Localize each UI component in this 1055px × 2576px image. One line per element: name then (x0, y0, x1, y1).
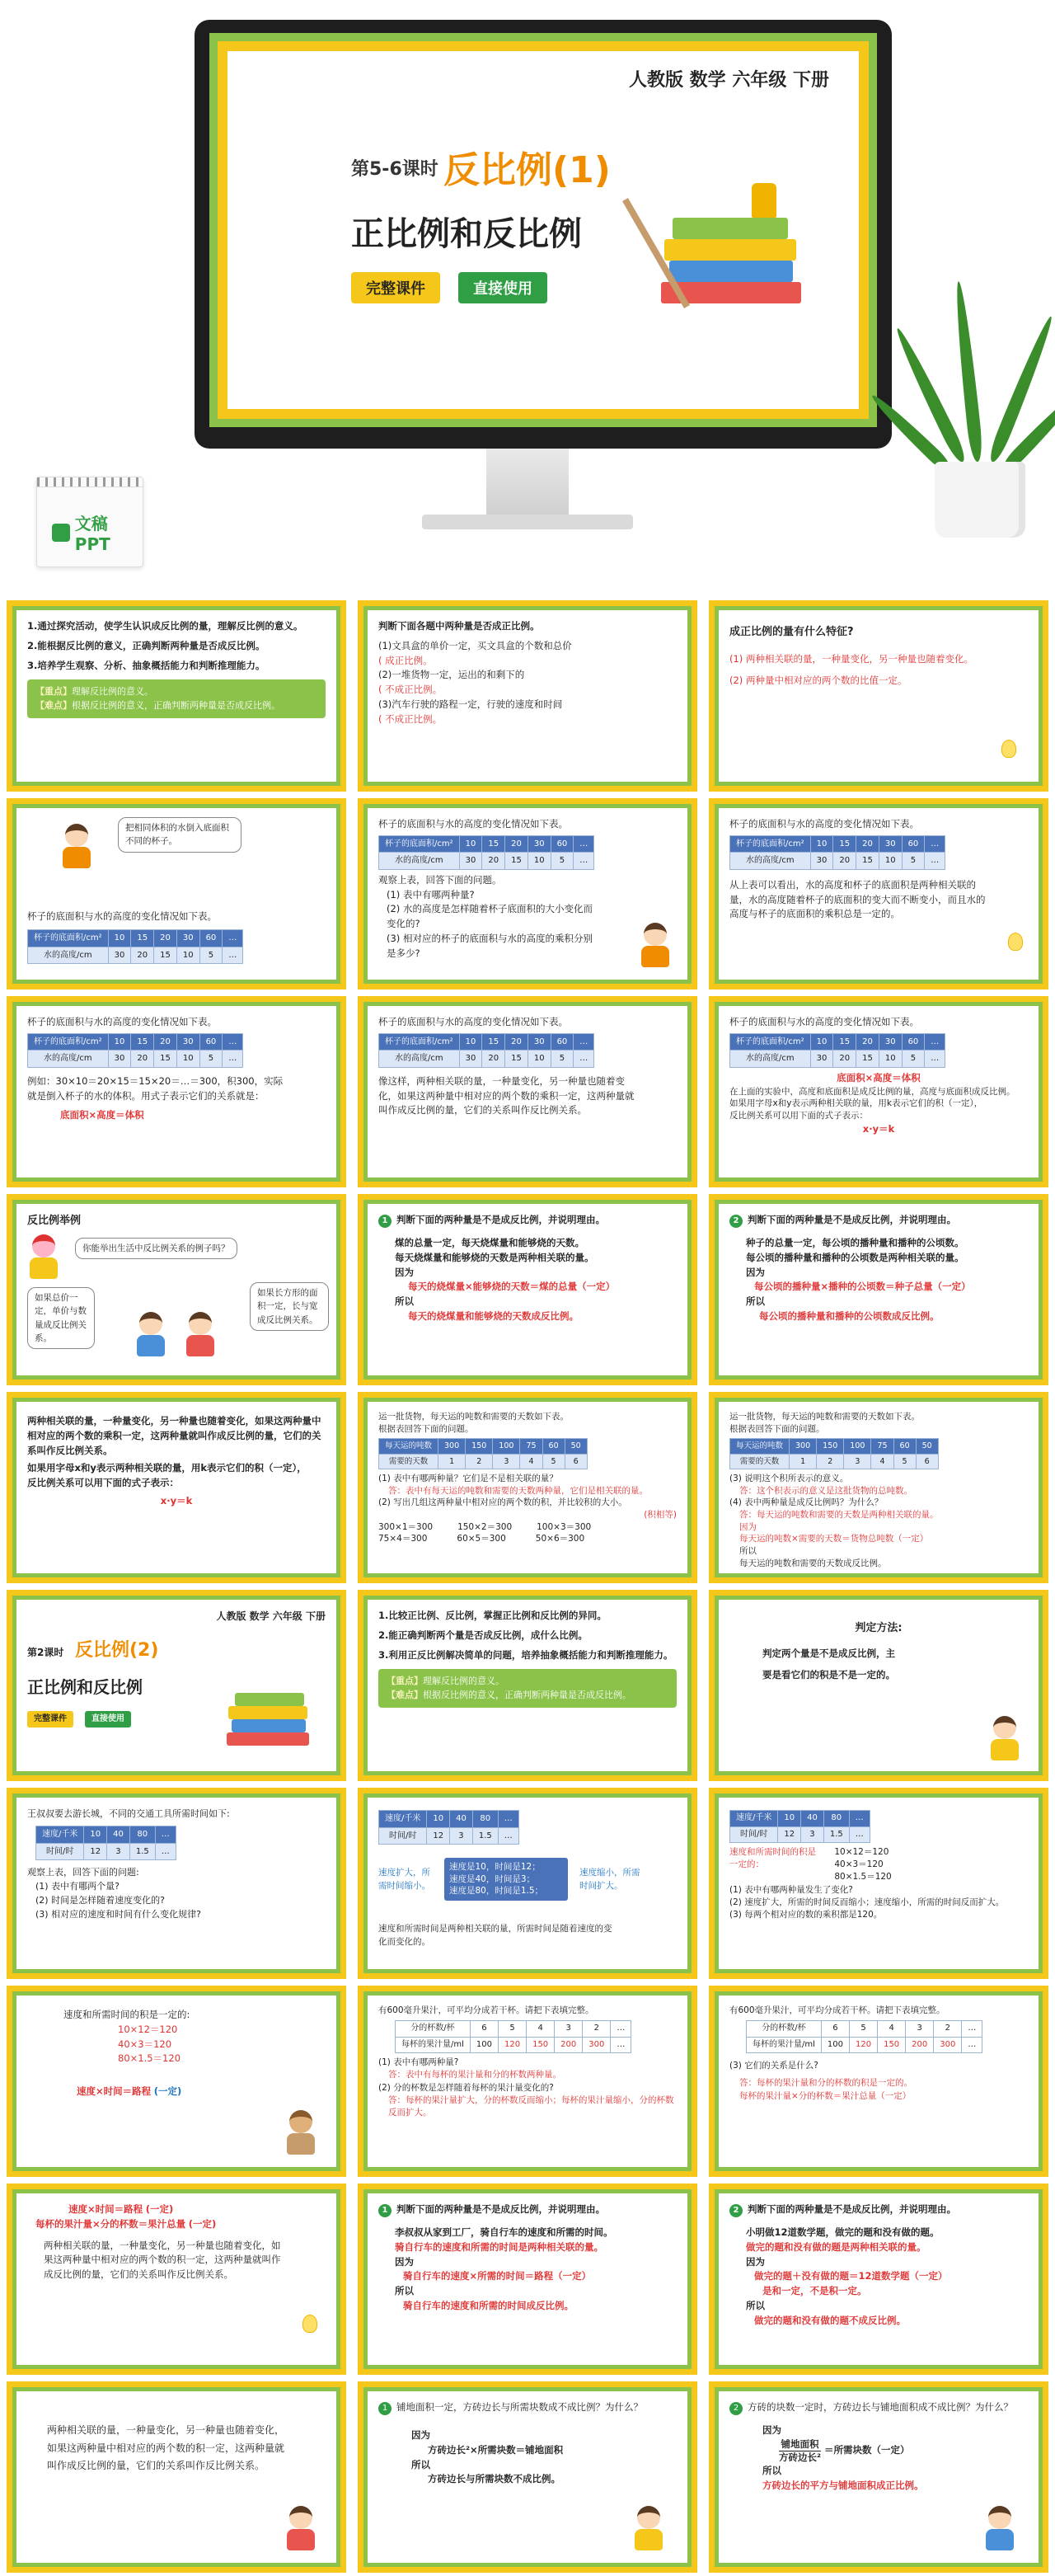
answer-line: 方砖边长与所需块数不成比例。 (428, 2473, 560, 2485)
table-row: 水的高度/cm 30 20 15 10 5 … (730, 1051, 945, 1068)
pair-line: 速度是40，时间是3； (449, 1873, 536, 1884)
complete-courseware-button[interactable]: 完整课件 (351, 272, 440, 303)
table-row: 需要的天数 1 2 3 4 5 6 (379, 1454, 588, 1469)
slide-speed-table[interactable] (7, 1788, 346, 1979)
answer-line: ( 不成正比例。 (378, 684, 443, 696)
slide-review-judge[interactable] (358, 600, 697, 792)
pair-line: 速度是80，时间是1.5； (449, 1886, 544, 1897)
formula-row (27, 2202, 326, 2217)
question-line: (2) 时间是怎样随着速度变化的? (35, 1895, 165, 1906)
definition-text: 两种相关联的量，一种量变化，另一种量也随着变化，如果这两种量中相对应的两个数的积一定，这两种量就叫作成反比例的量，它们的关系叫作反比例关系。 (47, 2424, 285, 2472)
formula: x·y＝k (160, 1495, 193, 1507)
product-line: 40×3＝120 (118, 2038, 172, 2050)
explanation-text: 反比例关系可以用下面的式子表示： (27, 1477, 179, 1489)
formula: 每杯的果汁量×分的杯数＝果汁总量（一定） (739, 2090, 912, 2101)
slide-speed-formula[interactable] (7, 1986, 346, 2177)
student-icon (632, 2506, 665, 2552)
question-line: (4) 表中两种量是成反比例吗？为什么？ (729, 1497, 884, 1508)
juice-table (746, 2020, 982, 2053)
table-row: 每杯的果汁量/ml 100 120 150 200 300 … (747, 2037, 982, 2053)
slide-title (378, 2202, 677, 2217)
answer-line: 每天的烧煤量和能够烧的天数成反比例。 (408, 1310, 579, 1323)
table-row: 每天运的吨数 300 150 100 75 60 50 (379, 1439, 588, 1454)
answer-line: 答：每杯的果汁量和分的杯数的积是一定的。 (739, 2078, 912, 2089)
slide-title: 反比例举例 (27, 1215, 82, 1227)
answer-line: 答：每杯的果汁量扩大，分的杯数反而缩小；每杯的果汁量缩小，分的杯数反而扩大。 (388, 2094, 674, 2118)
question-line: (2) 写出几组这两种量中相对应的两个数的积，并比较积的大小。 (378, 1497, 627, 1508)
slide-tile-count[interactable] (709, 2381, 1048, 2573)
student-icon (134, 1312, 167, 1358)
table-row: 时间/时 12 3 1.5 … (379, 1827, 519, 1845)
slide-title-text: 判断下面的两种量是不是成反比例，并说明理由。 (396, 2203, 605, 2215)
brand-name: 文稿PPT (74, 514, 110, 554)
slide-title: 有600毫升果汁，可平均分成若干杯。请把下表填完整。 (729, 2005, 945, 2015)
slide-freight-1[interactable] (358, 1392, 697, 1583)
observation-text: 从上表可以看出，水的高度和杯子的底面积是两种相关联的量，水的高度随着杯子的底面积的变大而不断变小，而且水的高度与杯子的底面积的乘积总是一定的。 (729, 878, 986, 920)
difficulty-label: 【难点】 (387, 1690, 423, 1701)
conclusion-label: 所以 (411, 2458, 430, 2470)
question-intro: 观察上表，回答下面的问题: (27, 1867, 139, 1878)
constant-note: (一定) (153, 2085, 182, 2098)
product-list (823, 1846, 891, 1884)
question-number-icon: 1 (378, 1215, 392, 1228)
brand-logo-icon (52, 524, 70, 542)
slide-title (378, 2400, 677, 2415)
product-line: 80×1.5＝120 (834, 1872, 892, 1883)
slide-cup-questions[interactable] (358, 798, 697, 990)
slide-summary-definition[interactable] (7, 1392, 346, 1583)
answer-line: (1) 表中有哪两种量发生了变化? (729, 1884, 853, 1895)
reason-label: 因为 (762, 2424, 781, 2436)
slide-examples[interactable] (7, 1194, 346, 1385)
question-line: (3) 相对应的速度和时间有什么变化规律? (35, 1909, 201, 1920)
key-points-box (378, 1669, 677, 1707)
objective-line: 3.利用正反比例解决简单的问题，培养抽象概括能力和判断推理能力。 (378, 1648, 673, 1661)
speed-table (729, 1810, 870, 1843)
speech-bubble: 把相同体积的水倒入底面积不同的杯子。 (118, 817, 241, 853)
question-number-icon: 2 (729, 2402, 743, 2415)
table-row: 需要的天数 1 2 3 4 5 6 (730, 1454, 939, 1469)
conclusion-label: 所以 (739, 1546, 757, 1557)
slide-features[interactable] (709, 600, 1048, 792)
slide-juice-1[interactable] (358, 1986, 697, 2177)
slide-title: 运一批货物，每天运的吨数和需要的天数如下表。 (378, 1412, 569, 1422)
slide-title-text: 铺地面积一定，方砖边长与所需块数成不成比例？为什么？ (396, 2401, 643, 2413)
question-line: 煤的总量一定，每天烧煤量和能够烧的天数。 (395, 1237, 584, 1248)
table-row: 时间/时 12 3 1.5 … (730, 1826, 870, 1843)
books-illustration (653, 183, 809, 315)
definition-text: 两种相关联的量，一种量变化，另一种量也随着变化，如果这两种量中相对应的两个数的乘积一定，这两种量就叫作成反比例的量，它们的关系叫作反比例关系。 (27, 1415, 321, 1456)
slide-title: 有600毫升果汁，可平均分成若干杯。请把下表填完整。 (378, 2005, 594, 2015)
formula-row (27, 2217, 326, 2232)
slide-tile-area[interactable] (358, 2381, 697, 2573)
cover-subtitle: 正比例和反比例 (351, 215, 582, 253)
complete-courseware-button[interactable]: 完整课件 (27, 1711, 73, 1728)
formula: 每杯的果汁量×分的杯数＝果汁总量 (35, 2217, 186, 2230)
slide-cup-product[interactable] (7, 996, 346, 1187)
plant-pot (935, 462, 1025, 538)
answer-line: 答：每天运的吨数和需要的天数是两种相关联的量。 (739, 1510, 939, 1521)
slide-title (729, 1213, 1028, 1228)
question-line: 每天烧煤量和能够烧的天数是两种相关联的量。 (395, 1251, 594, 1263)
reason-label: 因为 (746, 1266, 765, 1278)
difficulty-text: 根据反比例的意义，正确判断两种量是否成反比例。 (72, 700, 280, 712)
freight-table (729, 1438, 939, 1469)
speech-bubble: 如果长方形的面积一定，长与宽成反比例关系。 (250, 1282, 329, 1331)
table-row: 速度/千米 10 40 80 … (730, 1811, 870, 1827)
student-icon (184, 1312, 217, 1358)
example-text: 例如：30×10＝20×15＝15×20＝…＝300，积300，实际就是倒入杯子的水的体积。用式子表示它们的关系就是： (27, 1074, 284, 1102)
feature-point: (2) 两种量中相对应的两个数的比值一定。 (729, 674, 907, 686)
slide-title-text: 方砖的块数一定时，方砖边长与铺地面积成不成比例？为什么？ (748, 2401, 1013, 2413)
cup-table (378, 1033, 594, 1068)
answer-line: 骑自行车的速度和所需的时间成反比例。 (403, 2300, 574, 2312)
question-number-icon: 1 (378, 2402, 392, 2415)
note-line: 是和一定，不是积一定。 (762, 2285, 867, 2297)
slide-judge-coal[interactable] (358, 1194, 697, 1385)
fraction-formula (729, 2438, 1028, 2464)
slide-title (378, 1213, 677, 1228)
table-row: 杯子的底面积/cm² 10 15 20 30 60 … (379, 835, 594, 853)
lightbulb-icon (302, 2315, 317, 2333)
question-line: (3) 相对应的杯子的底面积与水的高度的乘积分别是多少? (387, 933, 593, 959)
publisher-label: 人教版 数学 六年级 下册 (216, 1610, 326, 1622)
cover-title: 反比例(2) (75, 1640, 159, 1661)
table-row: 水的高度/cm 30 20 15 10 5 … (379, 853, 594, 870)
difficulty-label: 【难点】 (35, 700, 72, 712)
student-icon (284, 2506, 317, 2552)
answer-line: ( 成正比例。 (378, 654, 433, 666)
slide-judge-bike[interactable] (358, 2183, 697, 2375)
slide-definition[interactable] (358, 996, 697, 1187)
conclusion-text: 速度和所需时间是两种相关联的量，所需时间是随着速度的变化而变化的。 (378, 1924, 612, 1948)
monitor-stand (486, 449, 569, 518)
books-illustration (227, 1658, 317, 1757)
table-row: 水的高度/cm 30 20 15 10 5 … (28, 1051, 243, 1068)
product-row: 300×1＝300 150×2＝300 100×3＝300 (378, 1521, 592, 1532)
explanation-text: 如果用字母x和y表示两种相关联的量，用k表示它们的积（一定）， (27, 1462, 307, 1474)
question-line: (3) 它们的关系是什么? (729, 2061, 818, 2071)
cup-table (27, 929, 243, 964)
monitor (195, 20, 892, 449)
table-row: 速度/千米 10 40 80 … (379, 1811, 519, 1828)
student-icon (983, 2506, 1016, 2552)
key-label: 【重点】 (35, 686, 72, 698)
cover-slide[interactable] (218, 41, 869, 419)
answer-line: (3) 每两个相对应的数的乘积都是120。 (729, 1910, 883, 1920)
slide-juice-2[interactable] (709, 1986, 1048, 2177)
speed-table (378, 1810, 519, 1845)
slide-freight-2[interactable] (709, 1392, 1048, 1583)
reason-label: 因为 (746, 2255, 765, 2268)
reason-label: 因为 (395, 1266, 414, 1278)
slide-subtitle: 根据表回答下面的问题。 (378, 1423, 474, 1434)
deer-icon (284, 2110, 317, 2156)
hero-section (0, 0, 1055, 594)
key-text: 理解反比例的意义。 (72, 686, 153, 698)
feature-point: (1) 两种相关联的量，一种量变化，另一种量也随着变化。 (729, 653, 973, 665)
table-row: 时间/时 12 3 1.5 … (36, 1843, 176, 1860)
formula: 每天运的吨数×需要的天数＝货物总吨数（一定） (739, 1534, 929, 1544)
answer-line: 每公顷的播种量和播种的公顷数成反比例。 (759, 1310, 940, 1323)
explanation-text: 反比例关系可以用下面的式子表示： (729, 1111, 868, 1121)
table-row: 分的杯数/杯 6 5 4 3 2 … (747, 2021, 982, 2038)
question-line: 种子的总量一定，每公顷的播种量和播种的公顷数。 (746, 1237, 964, 1248)
slide-formula[interactable] (709, 996, 1048, 1187)
key-text: 理解反比例的意义。 (423, 1676, 504, 1687)
lesson-label: 第5-6课时 (351, 159, 438, 180)
explanation-text: 如果用字母x和y表示两种相关联的量，用k表示它们的积（一定）， (729, 1098, 983, 1109)
slide-subtitle: 根据表回答下面的问题。 (729, 1423, 825, 1434)
answer-line: 骑自行车的速度和所需的时间是两种相关联的量。 (395, 2240, 603, 2253)
pair-line: 速度是10，时间是12； (449, 1862, 541, 1872)
formula: x·y＝k (862, 1122, 895, 1135)
student-icon (988, 1716, 1021, 1762)
table-caption: 杯子的底面积与水的高度的变化情况如下表。 (729, 1016, 919, 1027)
slide-title-text: 判断下面的两种量是不是成反比例，并说明理由。 (748, 1214, 956, 1225)
conclusion-label: 所以 (395, 1295, 414, 1308)
slide-speed-change[interactable] (358, 1788, 697, 1979)
objective-line: 2.能正确判断两个量是否成反比例，成什么比例。 (378, 1629, 588, 1641)
formula: 骑自行车的速度×所需的时间＝路程（一定） (403, 2270, 592, 2282)
constant-note: (一定) (188, 2217, 217, 2230)
table-caption: 杯子的底面积与水的高度的变化情况如下表。 (378, 1016, 568, 1027)
table-caption: 杯子的底面积与水的高度的变化情况如下表。 (378, 818, 568, 830)
formula-rest: ＝所需块数（一定） (824, 2444, 910, 2456)
question-line: (2) 水的高度是怎样随着杯子底面积的大小变化而变化的? (387, 903, 593, 930)
conclusion-label: 所以 (746, 2300, 765, 2312)
table-row: 速度/千米 10 40 80 … (36, 1826, 176, 1844)
table-row: 杯子的底面积/cm² 10 15 20 30 60 … (379, 1033, 594, 1051)
direct-use-button[interactable]: 直接使用 (85, 1711, 131, 1728)
student-icon (639, 923, 672, 969)
slide-cup-observation[interactable] (709, 798, 1048, 990)
slide-title: 速度和所需时间的积是一定的: (63, 2009, 190, 2020)
product-row: 75×4＝300 60×5＝300 50×6＝300 (378, 1534, 585, 1544)
lightbulb-icon (1001, 740, 1016, 758)
cover-title: 反比例(1) (443, 149, 611, 191)
explanation-text: 在上面的实验中，高度和底面积是成反比例的量，高度与底面积成反比例。 (729, 1086, 1015, 1097)
formula: 底面积×高度＝体积 (60, 1109, 144, 1121)
reason-label: 因为 (395, 2255, 414, 2268)
slide-method[interactable] (709, 1590, 1048, 1781)
denominator: 方砖边长² (779, 2451, 822, 2463)
objective-line: 1.比较正比例、反比例，掌握正比例和反比例的异同。 (378, 1610, 607, 1621)
lightbulb-icon (1008, 933, 1023, 951)
constant-note: (一定) (145, 2203, 174, 2215)
brand-calendar (36, 477, 143, 567)
freight-table (378, 1438, 588, 1469)
slide-summary-3[interactable] (7, 2381, 346, 2573)
change-note: 速度缩小，所需时间扩大。 (579, 1868, 640, 1892)
conclusion-label: 所以 (762, 2464, 781, 2476)
objective-line: 2.能根据反比例的意义，正确判断两种量是否成反比例。 (27, 639, 265, 651)
question-number-icon: 2 (729, 2204, 743, 2217)
slide-speed-product[interactable] (709, 1788, 1048, 1979)
slide-title: 运一批货物，每天运的吨数和需要的天数如下表。 (729, 1412, 920, 1422)
slide-title: 判定方法: (855, 1622, 903, 1634)
conclusion-label: 所以 (395, 2285, 414, 2297)
speech-bubble: 你能举出生活中反比例关系的例子吗？ (75, 1238, 237, 1259)
product-line: 10×12＝120 (834, 1847, 889, 1857)
pencil-icon (27, 1234, 60, 1281)
formula-row (27, 2085, 326, 2099)
conclusion-label: 所以 (746, 1295, 765, 1308)
objective-line: 1.通过探究活动，使学生认识成反比例的量，理解反比例的意义。 (27, 620, 303, 632)
method-text: 要是看它们的积是不是一定的。 (762, 1668, 895, 1681)
speed-table (35, 1826, 176, 1860)
slide-objectives-1[interactable] (7, 600, 346, 792)
table-row: 水的高度/cm 30 20 15 10 5 … (28, 947, 243, 964)
objective-line: 3.培养学生观察、分析、抽象概括能力和判断推理能力。 (27, 659, 265, 671)
table-row: 分的杯数/杯 6 5 4 3 2 … (396, 2021, 631, 2038)
question-line: 李叔叔从家到工厂，骑自行车的速度和所需的时间。 (395, 2226, 613, 2238)
question-line: (1) 表中有哪两种量？它们是不是相关联的量？ (378, 1473, 558, 1483)
product-line: 10×12＝120 (118, 2023, 178, 2035)
table-caption: 杯子的底面积与水的高度的变化情况如下表。 (27, 1016, 217, 1027)
direct-use-button[interactable]: 直接使用 (458, 272, 547, 303)
answer-line: 答：这个积表示的意义是这批货物的总吨数。 (739, 1485, 912, 1496)
student-icon (60, 824, 93, 870)
product-line: 80×1.5＝120 (118, 2052, 181, 2065)
monitor-base (422, 515, 633, 529)
reason-label: 因为 (739, 1521, 757, 1532)
formula: 做完的题＋没有做的题＝12道数学题（一定） (754, 2270, 948, 2282)
formula: 方砖边长²×所需块数＝铺地面积 (428, 2443, 564, 2456)
slide-title-text: 判断下面的两种量是不是成反比例，并说明理由。 (396, 1214, 605, 1225)
answer-line: 做完的题和没有做的题不成反比例。 (754, 2314, 906, 2326)
cover-subtitle: 正比例和反比例 (27, 1677, 143, 1697)
slide-cup-experiment[interactable] (7, 798, 346, 990)
answer-line: (积相等) (644, 1510, 677, 1521)
question-line: (2)一堆货物一定，运出的和剩下的 (378, 669, 525, 681)
slide-judge-seed[interactable] (709, 1194, 1048, 1385)
table-row: 杯子的底面积/cm² 10 15 20 30 60 … (28, 930, 243, 947)
definition-text: 两种相关联的量，一种量变化，另一种量也随着变化，如果这两种量中相对应的两个数的积一定，这两种量就叫作成反比例的量，它们的关系叫作反比例关系。 (44, 2239, 281, 2281)
table-row: 杯子的底面积/cm² 10 15 20 30 60 … (730, 835, 945, 853)
publisher-label: 人教版 数学 六年级 下册 (629, 70, 829, 91)
formula: 每公顷的播种量×播种的公顷数＝种子总量（一定） (754, 1281, 971, 1293)
table-row: 每杯的果汁量/ml 100 120 150 200 300 … (396, 2037, 631, 2053)
table-row: 每天运的吨数 300 150 100 75 60 50 (730, 1439, 939, 1454)
slide-objectives-2[interactable] (358, 1590, 697, 1781)
slide-title-text: 判断下面的两种量是不是成反比例，并说明理由。 (748, 2203, 956, 2215)
change-note: 速度扩大，所需时间缩小。 (378, 1868, 430, 1892)
formula: 速度×时间＝路程 (77, 2085, 152, 2098)
key-points-box (27, 679, 326, 717)
numerator: 铺地面积 (779, 2438, 821, 2451)
answer-line: 每天运的吨数和需要的天数成反比例。 (739, 1558, 887, 1568)
cup-table (729, 835, 945, 870)
answer-line: 答：表中有每天运的吨数和需要的天数两种量，它们是相关联的量。 (388, 1485, 648, 1496)
slide-title (729, 2400, 1028, 2415)
answer-line: (2) 速度扩大，所需的时间反而缩小；速度缩小，所需的时间反而扩大。 (729, 1897, 1005, 1907)
answer-line: 方砖边长的平方与铺地面积成正比例。 (762, 2479, 924, 2491)
cup-table (378, 835, 594, 870)
question-line: 小明做12道数学题，做完的题和没有做的题。 (746, 2226, 940, 2238)
table-row: 杯子的底面积/cm² 10 15 20 30 60 … (28, 1033, 243, 1051)
product-note: 速度和所需时间的积是一定的： (729, 1847, 816, 1870)
table-caption: 杯子的底面积与水的高度的变化情况如下表。 (729, 818, 919, 830)
product-line: 40×3＝120 (834, 1859, 884, 1870)
middle-box (444, 1858, 568, 1901)
question-line: (2) 分的杯数是怎样随着每杯的果汁量变化的? (378, 2082, 554, 2093)
table-row: 杯子的底面积/cm² 10 15 20 30 60 … (730, 1033, 945, 1051)
table-row: 水的高度/cm 30 20 15 10 5 … (730, 853, 945, 870)
question-line: (1)文具盒的单价一定，买文具盒的个数和总价 (378, 639, 572, 651)
formula: 底面积×高度＝体积 (837, 1071, 921, 1084)
slide-title: 成正比例的量有什么特征? (729, 626, 854, 638)
juice-table (395, 2020, 631, 2053)
cup-table (729, 1033, 945, 1068)
key-label: 【重点】 (387, 1676, 423, 1687)
question-line: (1) 表中有哪两个量? (35, 1881, 120, 1892)
slide-title: 王叔叔要去游长城，不同的交通工具所需时间如下: (27, 1808, 230, 1819)
question-number-icon: 2 (729, 1215, 743, 1228)
definition-text: 像这样，两种相关联的量，一种量变化，另一种量也随着变化，如果这两种量中相对应的两个数的乘积一定，这两种量就叫作成反比例的量，它们的关系叫作反比例关系。 (378, 1074, 635, 1116)
table-row: 水的高度/cm 30 20 15 10 5 … (379, 1051, 594, 1068)
question-line: (1) 表中有哪两种量? (387, 888, 475, 900)
slide-title (729, 2202, 1028, 2217)
formula: 每天的烧煤量×能够烧的天数＝煤的总量（一定） (408, 1281, 616, 1293)
question-number-icon: 1 (378, 2204, 392, 2217)
question-line: (3)汽车行驶的路程一定，行驶的速度和时间 (378, 698, 563, 711)
question-line: 每公顷的播种量和播种的公顷数是两种相关联的量。 (746, 1251, 964, 1263)
formula: 速度×时间＝路程 (68, 2203, 143, 2215)
slide-cover-2[interactable] (7, 1590, 346, 1781)
cup-table (27, 1033, 243, 1068)
question-intro: 观察上表，回答下面的问题。 (378, 873, 502, 886)
lesson-label: 第2课时 (27, 1647, 64, 1658)
method-text: 判定两个量是不是成反比例，主 (762, 1648, 895, 1660)
answer-line: 答：表中有每杯的果汁量和分的杯数两种量。 (388, 2070, 561, 2080)
answer-line: 做完的题和没有做的题是两种相关联的量。 (746, 2240, 926, 2253)
speech-bubble: 如果总价一定，单价与数量成反比例关系。 (27, 1287, 95, 1349)
slide-summary-2[interactable] (7, 2183, 346, 2375)
question-line: (1) 表中有哪两种量? (378, 2057, 459, 2068)
question-line: (3) 说明这个积所表示的意义。 (729, 1473, 849, 1483)
slide-title: 判断下面各题中两种量是否成正比例。 (378, 620, 540, 632)
difficulty-text: 根据反比例的意义，正确判断两种量是否成反比例。 (423, 1690, 631, 1701)
table-caption: 杯子的底面积与水的高度的变化情况如下表。 (27, 910, 217, 922)
answer-line: ( 不成正比例。 (378, 712, 443, 725)
slide-judge-homework[interactable] (709, 2183, 1048, 2375)
reason-label: 因为 (411, 2429, 430, 2441)
